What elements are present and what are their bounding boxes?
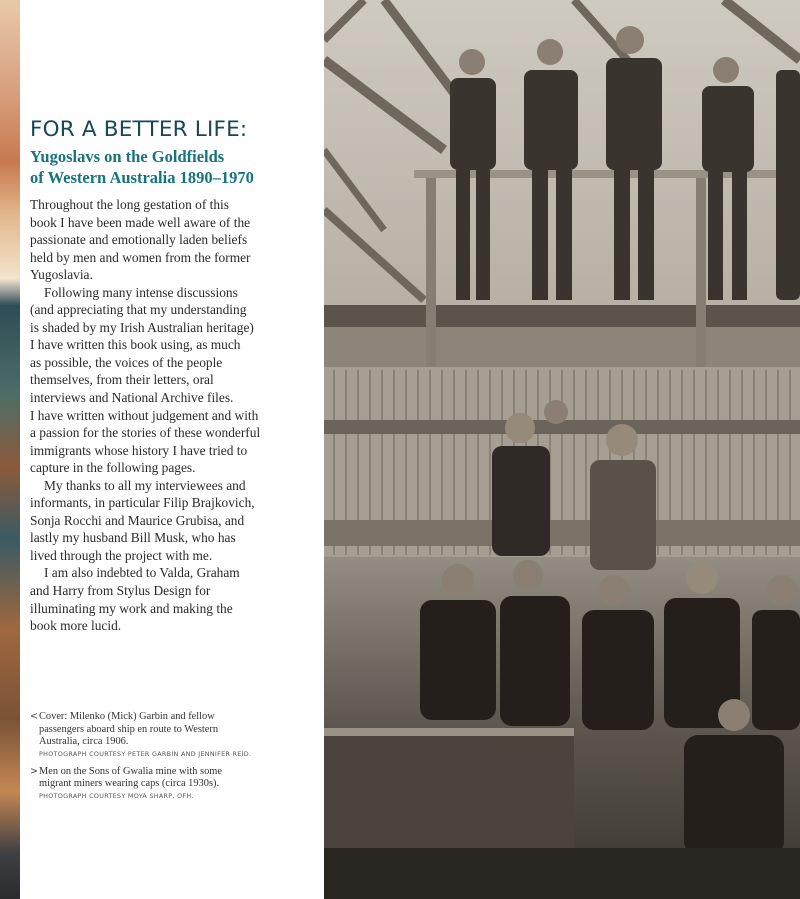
body-line: My thanks to all my interviewees and: [44, 477, 246, 493]
body-line: Following many intense discussions: [44, 284, 238, 300]
corrugated-wall: [324, 367, 800, 557]
body-line: I am also indebted to Valda, Graham: [44, 565, 240, 581]
caption-line: Australia, circa 1906.: [39, 736, 129, 747]
caption-line: migrant miners wearing caps (circa 1930s).: [39, 778, 220, 789]
body-line: themselves, from their letters, oral: [30, 372, 214, 388]
body-line: (and appreciating that my understanding: [30, 302, 247, 318]
body-line: interviews and National Archive files.: [30, 390, 234, 406]
photo-illustration: [324, 0, 800, 899]
caption-line: Men on the Sons of Gwalia mine with some: [39, 765, 222, 777]
body-line: a passion for the stories of these wonderful: [30, 425, 261, 441]
body-text: [30, 196, 306, 635]
caption-line: Cover: Milenko (Mick) Garbin and fellow: [39, 711, 215, 722]
upper-miners-group: [450, 26, 800, 300]
body-line: capture in the following pages.: [30, 460, 196, 476]
body-line: passionate and emotionally laden beliefs: [30, 232, 248, 248]
platform-beam: [324, 327, 800, 367]
cover-art-edge: [0, 0, 20, 899]
page-subtitle: [30, 146, 254, 188]
photo-captions: [30, 711, 302, 808]
caption-credit: PHOTOGRAPH COURTESY MOYA SHARP, OFH.: [39, 791, 194, 800]
body-line: informants, in particular Filip Brajkovich,: [30, 495, 255, 511]
page-title: FOR A BETTER LIFE:: [30, 117, 248, 142]
body-line: I have written without judgement and with: [30, 407, 259, 423]
body-line: is shaded by my Irish Australian heritage): [30, 319, 254, 335]
body-line: immigrants whose history I have tried to: [30, 442, 248, 458]
caption-credit: PHOTOGRAPH COURTESY PETER GARBIN AND JENNIFER REID.: [39, 749, 252, 758]
upper-platform: [324, 305, 800, 327]
body-line: Throughout the long gestation of this: [30, 197, 229, 212]
body-line: as possible, the voices of the people: [30, 354, 223, 370]
body-line: Sonja Rocchi and Maurice Grubisa, and: [30, 512, 245, 528]
caption-line: passengers aboard ship en route to Western: [39, 723, 219, 735]
body-line: held by men and women from the former: [30, 249, 251, 265]
body-line: lastly my husband Bill Musk, who has: [30, 530, 236, 546]
body-line: book I have been made well aware of the: [30, 214, 251, 230]
body-line: book more lucid.: [30, 618, 122, 634]
caption-cover: [30, 711, 302, 760]
body-line: lived through the project with me.: [30, 547, 213, 563]
body-line: and Harry from Stylus Design for: [30, 583, 211, 599]
subtitle-line-2: of Western Australia 1890–1970: [30, 168, 254, 187]
right-arrow-icon: >: [30, 765, 38, 777]
body-line: I have written this book using, as much: [30, 337, 241, 353]
body-line: illuminating my work and making the: [30, 600, 233, 616]
caption-mine-photo: [30, 766, 302, 802]
subtitle-line-1: Yugoslavs on the Goldfields: [30, 147, 225, 166]
left-arrow-icon: <: [30, 711, 38, 722]
body-line: Yugoslavia.: [30, 267, 93, 283]
historic-miners-photograph: [324, 0, 800, 899]
